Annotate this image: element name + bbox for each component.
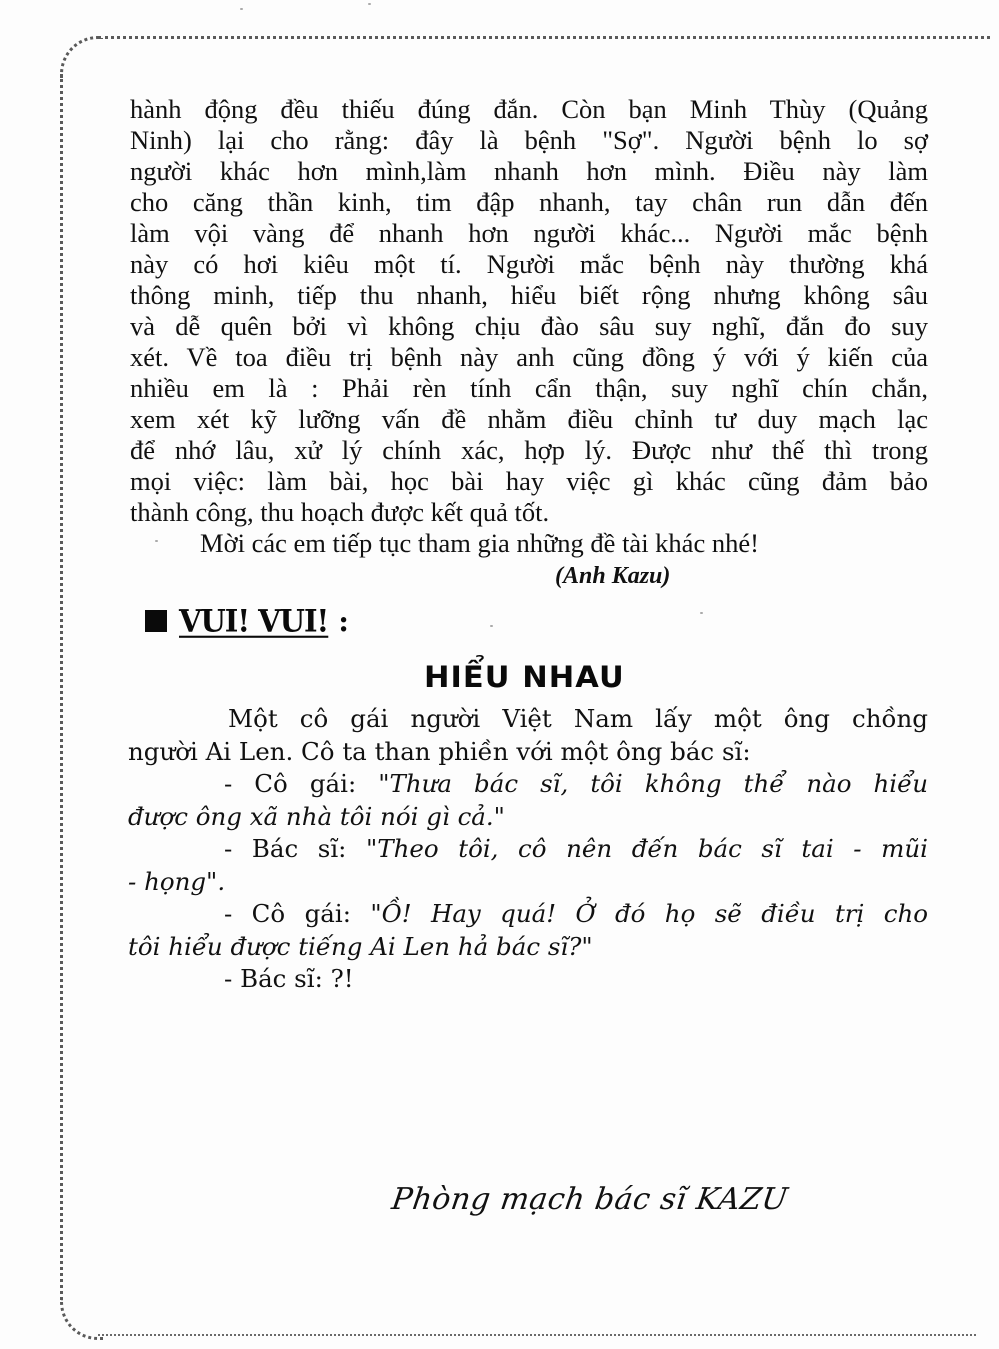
frame-border-left: [60, 74, 63, 1300]
dialogue-line: [128, 833, 928, 866]
text-line: thông minh, tiếp thu nhanh, hiểu biết rộng nhưng không sâu: [130, 280, 928, 310]
text-line: mọi việc: làm bài, học bài hay việc gì khác cũng đảm bảo: [130, 466, 928, 496]
dialogue-quote: ?!: [330, 964, 354, 993]
text-line: này có hơi kiêu một tí. Người mắc bệnh này thường khá: [130, 249, 928, 279]
dialogue-speaker: - Bác sĩ:: [224, 834, 347, 863]
text-line: nhiều em là : Phải rèn tính cẩn thận, suy nghĩ chín chắn,: [130, 373, 928, 403]
text-line: xét. Về toa điều trị bệnh này anh cũng đồng ý với ý kiến của: [130, 342, 928, 372]
story-line: Một cô gái người Việt Nam lấy một ông chồng: [228, 704, 928, 733]
text-line: cho căng thần kinh, tim đập nhanh, tay chân run dẫn đến: [130, 187, 928, 217]
dialogue-quote: - họng".: [128, 866, 226, 896]
scan-speck: [155, 540, 158, 542]
article-continuation: [130, 94, 928, 593]
story-title: HIỂU NHAU: [424, 660, 625, 694]
scan-speck: [490, 625, 493, 627]
text-line: làm vội vàng để nhanh hơn người khác... Người mắc bệnh: [130, 218, 928, 248]
column-name-signature: Phòng mạch bác sĩ KAZU: [389, 1182, 791, 1217]
scan-speck: [240, 8, 243, 10]
dialogue-line: [128, 801, 928, 834]
scan-speck: [700, 612, 703, 614]
frame-corner-bottom-left: [60, 1297, 103, 1340]
invitation-line: Mời các em tiếp tục tham gia những đề tài khác nhé!: [200, 528, 759, 558]
dialogue-line: [128, 866, 928, 899]
text-line: Ninh) lại cho rằng: đây là bệnh "Sợ". Người bệnh lo sợ: [130, 125, 928, 155]
dialogue-speaker: - Bác sĩ:: [224, 964, 323, 993]
dialogue-quote: tôi hiểu được tiếng Ai Len hả bác sĩ?": [128, 931, 593, 961]
dialogue-line: [128, 768, 928, 801]
story-line: người Ai Len. Cô ta than phiền với một ông bác sĩ:: [128, 736, 751, 766]
text-line: hành động đều thiếu đúng đắn. Còn bạn Minh Thùy (Quảng: [130, 94, 928, 124]
dialogue-line: [128, 931, 928, 964]
dialogue-line: [128, 898, 928, 931]
dialogue-quote: "Ồ! Hay quá! Ở đó họ sẽ điều trị cho: [370, 899, 928, 928]
text-line: người khác hơn mình,làm nhanh hơn mình. Điều này làm: [130, 156, 928, 186]
dialogue-speaker: - Cô gái:: [224, 769, 357, 798]
section-title: VUI! VUI!: [179, 603, 329, 639]
scan-speck: [368, 3, 371, 5]
text-line: để nhớ lâu, xử lý chính xác, hợp lý. Được như thế thì trong: [130, 435, 928, 465]
text-line: xem xét kỹ lưỡng vấn đề nhằm điều chỉnh tư duy mạch lạc: [130, 404, 928, 434]
author-signature: (Anh Kazu): [555, 563, 671, 589]
dialogue-quote: "Thưa bác sĩ, tôi không thể nào hiểu: [378, 769, 928, 798]
section-title-colon: :: [338, 604, 349, 638]
text-line: và dễ quên bởi vì không chịu đào sâu suy nghĩ, đắn đo suy: [130, 311, 928, 341]
frame-border-bottom: [98, 1334, 976, 1336]
body-paragraph: [130, 94, 928, 528]
frame-corner-top-left: [60, 36, 103, 79]
joke-story: [128, 703, 928, 996]
dialogue-line: [128, 963, 928, 996]
square-bullet-icon: [145, 610, 167, 632]
dialogue-quote: "Theo tôi, cô nên đến bác sĩ tai - mũi: [366, 834, 928, 863]
dialogue-speaker: - Cô gái:: [224, 899, 351, 928]
frame-border-top: [98, 36, 990, 39]
text-line: thành công, thu hoạch được kết quả tốt.: [130, 497, 550, 527]
section-heading: [145, 604, 349, 638]
dialogue-quote: được ông xã nhà tôi nói gì cả.": [128, 801, 505, 831]
